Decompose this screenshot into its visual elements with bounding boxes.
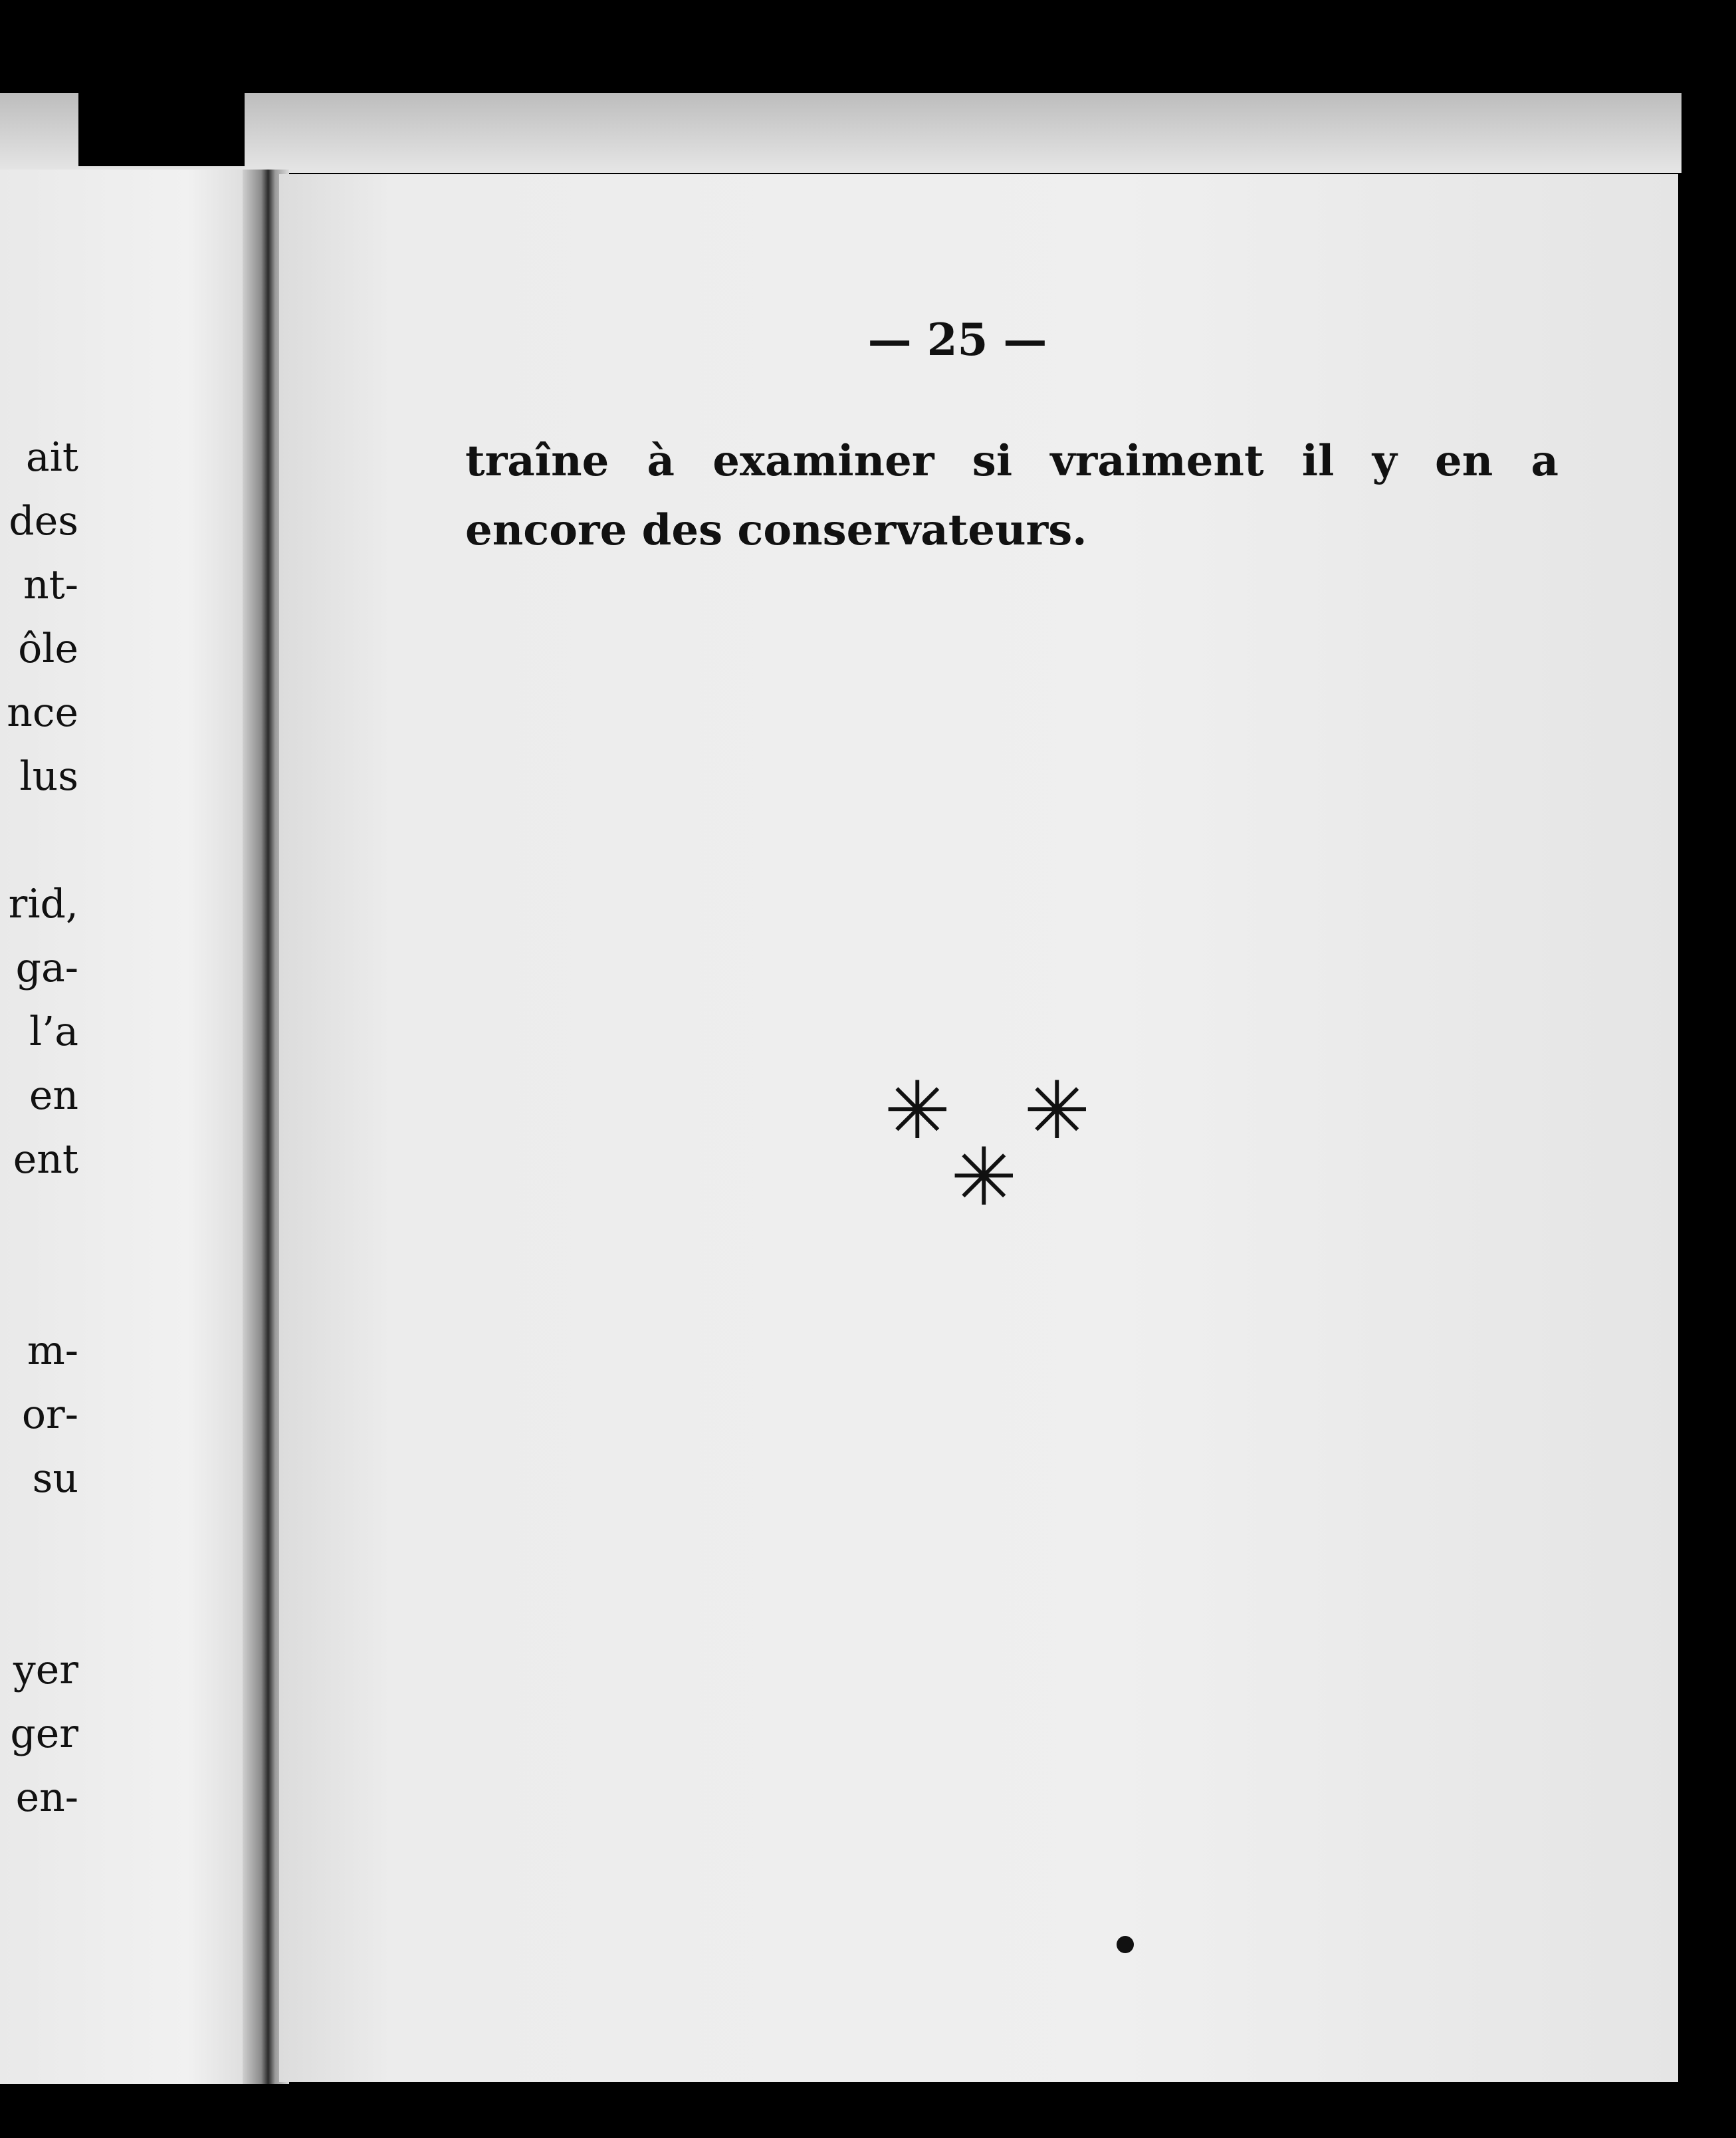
left-page-line-fragment: nt- bbox=[23, 562, 78, 608]
left-page-line-fragment: ger bbox=[10, 1711, 78, 1757]
text-line: traîne à examiner si vraiment il y en a bbox=[465, 436, 1559, 486]
left-page-line-fragment: or- bbox=[21, 1391, 78, 1438]
left-page-line-fragment: yer bbox=[13, 1647, 78, 1693]
left-page-line-fragment: ent bbox=[13, 1136, 78, 1183]
left-page-line-fragment: su bbox=[32, 1455, 78, 1502]
left-page-line-fragment: des bbox=[9, 498, 78, 544]
left-page-text-fragments bbox=[0, 425, 78, 1830]
left-page-line-fragment bbox=[0, 1510, 78, 1574]
left-page-line-fragment: l’a bbox=[29, 1009, 78, 1055]
ornament-star: ✳ bbox=[1024, 1065, 1091, 1157]
page-stack-edge bbox=[0, 93, 1682, 173]
left-page-line-fragment: ait bbox=[25, 434, 78, 481]
scan-gap bbox=[78, 93, 245, 166]
right-page bbox=[279, 174, 1678, 2082]
page-number: — 25 — bbox=[867, 314, 1047, 366]
text-line: encore des conservateurs. bbox=[465, 505, 1087, 555]
left-page-line-fragment bbox=[0, 1255, 78, 1319]
left-page-line-fragment: en bbox=[29, 1072, 78, 1119]
left-page-line-fragment bbox=[0, 1574, 78, 1638]
left-page-line-fragment: rid, bbox=[8, 881, 78, 927]
left-page-line-fragment bbox=[0, 1191, 78, 1255]
left-page-line-fragment: ga- bbox=[15, 945, 78, 991]
left-page-line-fragment: ôle bbox=[18, 626, 78, 672]
left-page-line-fragment: m- bbox=[27, 1328, 78, 1374]
asterism-ornament bbox=[279, 1065, 1678, 1245]
left-page-line-fragment bbox=[0, 808, 78, 872]
ink-spot bbox=[1117, 1936, 1134, 1953]
left-page-line-fragment: nce bbox=[7, 689, 78, 736]
left-page-line-fragment: en- bbox=[15, 1774, 78, 1821]
ornament-star: ✳ bbox=[950, 1131, 1018, 1224]
page-body-text bbox=[465, 427, 1559, 565]
ornament-star: ✳ bbox=[884, 1065, 951, 1157]
left-page-line-fragment: lus bbox=[19, 753, 78, 800]
